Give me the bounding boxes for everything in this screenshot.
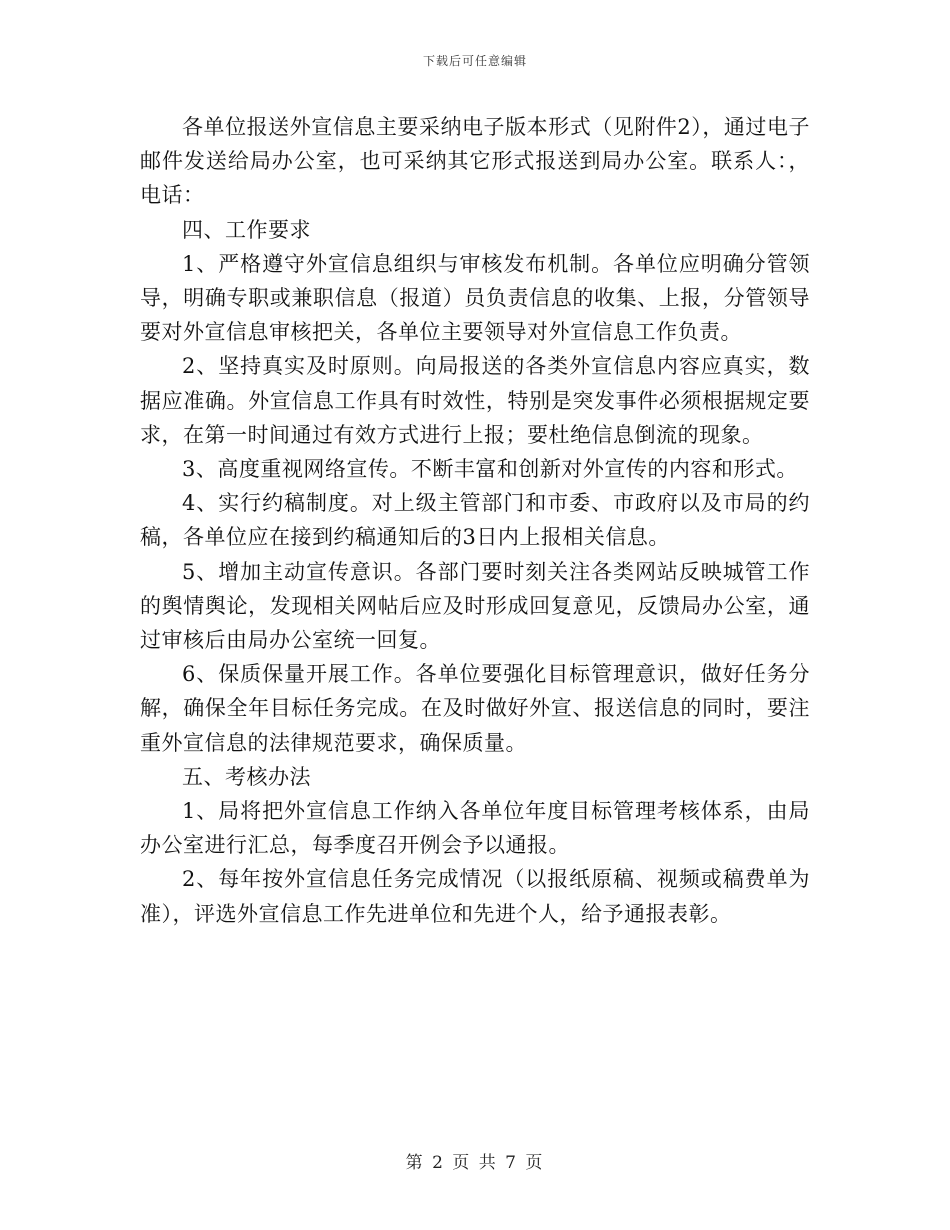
section-heading-work-requirements: 四、工作要求: [182, 217, 311, 242]
paragraph-assessment-2: 2、每年按外宣信息任务完成情况（以报纸原稿、视频或稿费单为准），评选外宣信息工作先进单位和先进个人，给予通报表彰。: [140, 867, 810, 926]
paragraph-requirement-4: 4、实行约稿制度。对上级主管部门和市委、市政府以及市局的约稿，各单位应在接到约稿通知后的3日内上报相关信息。: [140, 491, 810, 550]
page-number-footer: 第 2 页 共 7 页: [405, 1153, 545, 1173]
page-header: 下载后可任意编辑: [422, 54, 527, 68]
paragraph-requirement-2: 2、坚持真实及时原则。向局报送的各类外宣信息内容应真实，数据应准确。外宣信息工作具有时效性，特别是突发事件必须根据规定要求，在第一时间通过有效方式进行上报；要杜绝信息倒流的现象。: [140, 354, 810, 447]
paragraph-requirement-3: 3、高度重视网络宣传。不断丰富和创新对外宣传的内容和形式。: [182, 457, 798, 482]
paragraph-requirement-6: 6、保质保量开展工作。各单位要强化目标管理意识，做好任务分解，确保全年目标任务完成。在及时做好外宣、报送信息的同时，要注重外宣信息的法律规范要求，确保质量。: [140, 662, 810, 755]
section-heading-assessment: 五、考核办法: [182, 764, 311, 789]
paragraph-assessment-1: 1、局将把外宣信息工作纳入各单位年度目标管理考核体系，由局办公室进行汇总，每季度召开例会予以通报。: [140, 799, 810, 858]
paragraph-requirement-1: 1、严格遵守外宣信息组织与审核发布机制。各单位应明确分管领导，明确专职或兼职信息（报道）员负责信息的收集、上报，分管领导要对外宣信息审核把关，各单位主要领导对外宣信息工作负责。: [140, 251, 810, 345]
paragraph-contact: 各单位报送外宣信息主要采纳电子版本形式（见附件2），通过电子邮件发送给局办公室，也可采纳其它形式报送到局办公室。联系人：，电话：: [140, 115, 810, 208]
document-body: [140, 110, 810, 931]
paragraph-requirement-5: 5、增加主动宣传意识。各部门要时刻关注各类网站反映城管工作的舆情舆论，发现相关网帖后应及时形成回复意见，反馈局办公室，通过审核后由局办公室统一回复。: [140, 559, 810, 653]
